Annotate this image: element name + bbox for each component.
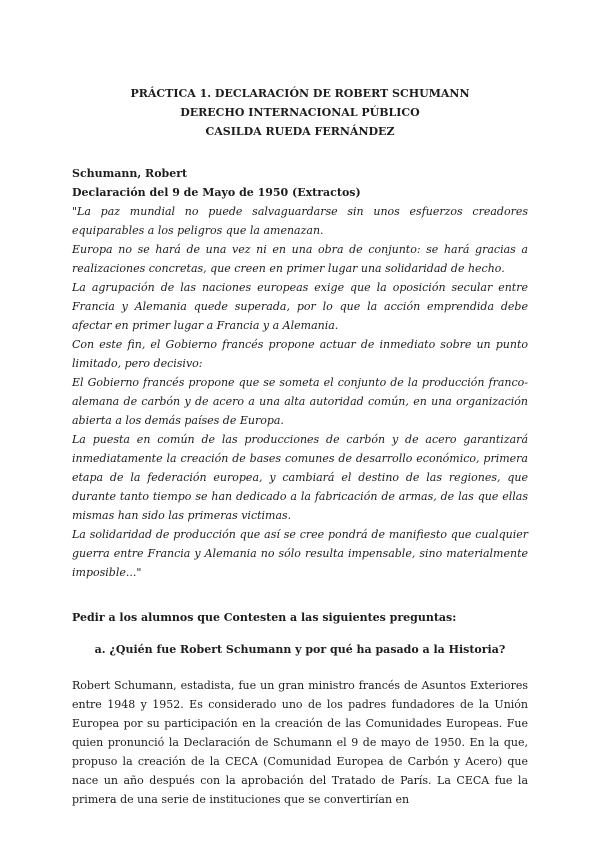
quote-paragraph: El Gobierno francés propone que se someta el conjunto de la producción franco-alemana de carbón y de acero a una alta autoridad común, en una organización abierta a los demás países de Europa. [72,376,528,427]
quote-paragraph: La solidaridad de producción que así se cree pondrá de manifiesto que cualquier guerra entre Francia y Alemania no sólo resulta impensable, sino materialmente imposible..." [72,528,528,579]
header-subject-line: DERECHO INTERNACIONAL PÚBLICO [180,106,420,119]
declaration-extract [72,202,528,582]
answer-paragraph: Robert Schumann, estadista, fue un gran ministro francés de Asuntos Exteriores entre 1948 y 1952. Es considerado uno de los padres fundadores de la Unión Europea por su participación en la creación de las Comunidades Europeas. Fue quien pronunció la Declaración de Schumann el 9 de mayo de 1950. En la que, propuso la creación de la CECA (Comunidad Europea de Carbón y Acero) que nace un año después con la aprobación del Tratado de París. La CECA fue la primera de una serie de instituciones que se convertirían en [72,679,528,806]
quote-paragraph: Europa no se hará de una vez ni en una obra de conjunto: se hará gracias a realizaciones concretas, que creen en primer lugar una solidaridad de hecho. [72,243,528,275]
declaration-title: Declaración del 9 de Mayo de 1950 (Extractos) [72,186,361,199]
quote-paragraph: Con este fin, el Gobierno francés propone actuar de inmediato sobre un punto limitado, pero decisivo: [72,338,528,370]
declaration-heading [72,164,528,202]
header-author-line: CASILDA RUEDA FERNÁNDEZ [205,125,395,138]
quote-paragraph: La agrupación de las naciones europeas exige que la oposición secular entre Francia y Alemania quede superada, por lo que la acción emprendida debe afectar en primer lugar a Francia y a Alemania. [72,281,528,332]
question-a: a. ¿Quién fue Robert Schumann y por qué ha pasado a la Historia? [94,643,506,656]
instruction-text: Pedir a los alumnos que Contesten a las siguientes preguntas: [72,611,457,624]
quote-paragraph: "La paz mundial no puede salvaguardarse sin unos esfuerzos creadores equiparables a los peligros que la amenazan. [72,205,528,237]
quote-paragraph: La puesta en común de las producciones de carbón y de acero garantizará inmediatamente la creación de bases comunes de desarrollo económico, primera etapa de la federación europea, y cambiará el destino de las regiones, que durante tanto tiempo se han dedicado a la fabricación de armas, de las que ellas mismas han sido las primeras victimas. [72,433,528,522]
header-title-line: PRÁCTICA 1. DECLARACIÓN DE ROBERT SCHUMANN [130,87,470,100]
author-name: Schumann, Robert [72,167,188,180]
document-header [72,84,528,141]
